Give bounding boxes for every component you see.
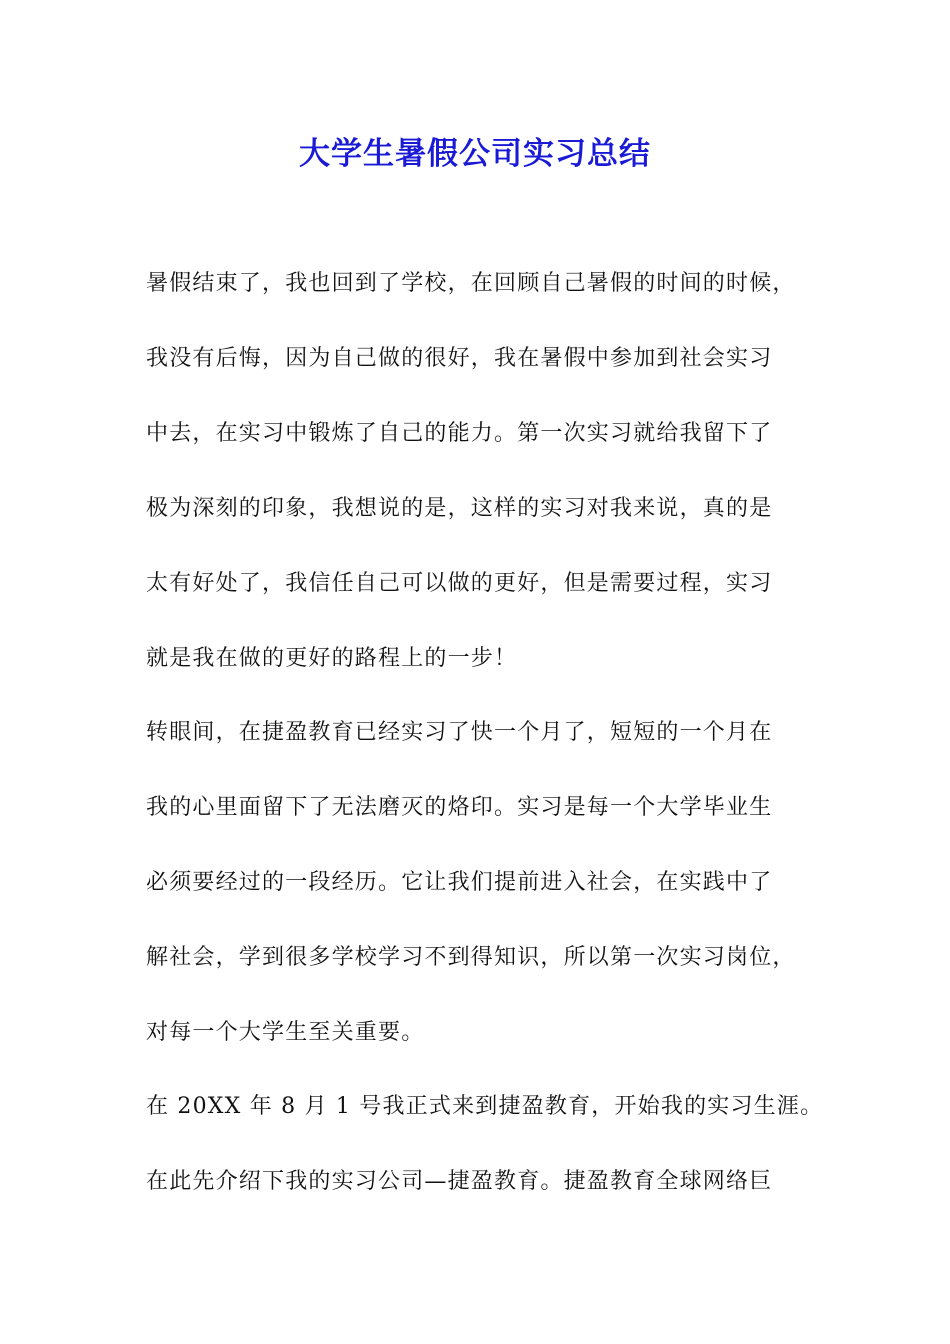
document-title: 大学生暑假公司实习总结: [299, 136, 651, 172]
body-line: 在 20XX 年 8 月 1 号我正式来到捷盈教育，开始我的实习生涯。: [146, 1094, 824, 1119]
body-line: 必须要经过的一段经历。它让我们提前进入社会，在实践中了: [146, 870, 773, 895]
body-line: 在此先介绍下我的实习公司—捷盈教育。捷盈教育全球网络巨: [146, 1169, 773, 1194]
body-line: 转眼间，在捷盈教育已经实习了快一个月了，短短的一个月在: [146, 720, 773, 745]
body-line: 太有好处了，我信任自己可以做的更好，但是需要过程，实习: [146, 571, 773, 596]
body-line: 对每一个大学生至关重要。: [146, 1020, 425, 1045]
body-line: 就是我在做的更好的路程上的一步！: [146, 646, 518, 671]
body-line: 中去，在实习中锻炼了自己的能力。第一次实习就给我留下了: [146, 421, 773, 446]
body-line: 我的心里面留下了无法磨灭的烙印。实习是每一个大学毕业生: [146, 795, 773, 820]
body-line: 解社会，学到很多学校学习不到得知识，所以第一次实习岗位，: [146, 945, 796, 970]
body-line: 极为深刻的印象，我想说的是，这样的实习对我来说，真的是: [146, 496, 773, 521]
body-line: 我没有后悔，因为自己做的很好，我在暑假中参加到社会实习: [146, 346, 773, 371]
body-line: 暑假结束了，我也回到了学校，在回顾自己暑假的时间的时候，: [146, 271, 796, 296]
